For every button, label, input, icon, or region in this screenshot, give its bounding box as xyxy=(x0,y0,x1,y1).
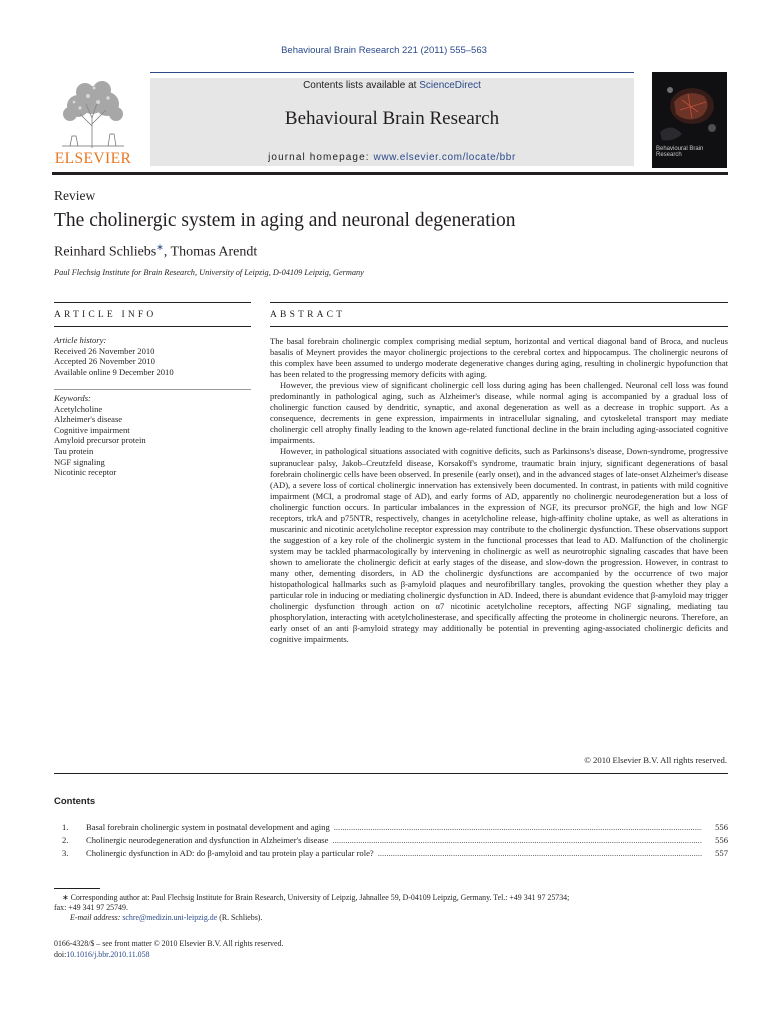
footnote-rule xyxy=(54,888,100,889)
history-accepted: Accepted 26 November 2010 xyxy=(54,356,155,367)
issn-line xyxy=(54,938,283,960)
toc-page[interactable]: 557 xyxy=(715,848,728,858)
email-owner: (R. Schliebs). xyxy=(217,913,263,923)
abstract-heading-rule xyxy=(270,326,728,327)
email-label: E-mail address: xyxy=(70,913,123,923)
toc-leader xyxy=(332,835,702,845)
contents-available-text: Contents lists available at xyxy=(303,80,420,91)
author-affiliation: Paul Flechsig Institute for Brain Research, University of Leipzig, D-04109 Leipzig, Germany xyxy=(54,268,364,277)
abstract-copyright: © 2010 Elsevier B.V. All rights reserved. xyxy=(584,755,727,765)
elsevier-tree-icon xyxy=(52,78,134,150)
keyword-item: Nicotinic receptor xyxy=(54,467,117,478)
journal-name: Behavioural Brain Research xyxy=(284,108,500,129)
toc-entry[interactable] xyxy=(62,822,728,832)
author-arendt[interactable]: , Thomas Arendt xyxy=(163,244,258,260)
article-info-heading: ARTICLE INFO xyxy=(54,310,157,320)
abstract-body xyxy=(270,336,728,645)
keywords-label: Keywords: xyxy=(54,393,91,403)
toc-title[interactable]: Cholinergic dysfunction in AD: do β-amyloid and tau protein play a particular role? xyxy=(86,848,374,858)
article-history xyxy=(54,335,174,377)
corresponding-author-footnote xyxy=(54,893,728,924)
keyword-item: Cognitive impairment xyxy=(54,424,130,435)
doi-label: doi: xyxy=(54,950,67,959)
cover-journal-title: Behavioural Brain Research xyxy=(656,146,704,158)
history-label: Article history: xyxy=(54,335,107,345)
toc-number: 1. xyxy=(62,822,69,832)
abstract-heading: ABSTRACT xyxy=(270,310,346,320)
article-info-heading-rule xyxy=(54,326,251,327)
abstract-top-rule xyxy=(270,302,728,303)
toc-page[interactable]: 556 xyxy=(715,835,728,845)
abstract-paragraph: However, in pathological situations associated with cognitive deficits, such as Parkinsons's disease, Down-syndrome, progressive supranuclear palsy, Jakob–Creutzfeld disease, Korsakoff's syndrome, traumatic brain injury, significant degenerations of basal forebrain cholinergic cells have been observed. In presenile (early onset), and in the advanced stages of late-onset Alzheimer's disease (AD), a severe loss of cortical cholinergic innervation has extensively been documented. In contrast, in patients with mild cognitive impairment (MCI, a prodromal stage of AD), and early forms of AD, apparently no cholinergic neurodegeneration but a loss of cholinergic function occurs. In particular imbalances in the expression of NGF, its precursor proNGF, the high and low NGF receptors, trkA and p75NTR, respectively, changes in acetylcholine release, high-affinity choline uptake, as well as alterations in muscarinic and nicotinic acetylcholine receptor expression may contribute to the cholinergic dysfunction. These observations support the suggestion of a key role of the cholinergic system in the functional processes that lead to AD. Malfunction of the cholinergic system may be tackled pharmacologically by intervening in cholinergic as well as neurotrophic signaling cascades that have been shown to ameliorate the cholinergic deficit at early stages of the disease, and slow-down the progression. However, in contrast to many other, dementing disorders, in AD the cholinergic dysfunctions are accompanied by the occurrence of two major histopathological hallmarks such as β-amyloid plaques and neurofibrillary tangles, provoking the question whether they play a particular role in inducing or mediating cholinergic dysfunction in AD. Indeed, there is abundant evidence that β-amyloid may trigger cholinergic dysfunction through action on α7 nicotinic acetylcholine receptors, affecting NGF signaling, mediating tau phosphorylation, interacting with acetylcholinesterase, and specifically affecting the proteome in cholinergic neurons. Therefore, an early onset of an anti β-amyloid strategy may additionally be potential in preventing aging-associated cholinergic deficits and cognitive impairments. xyxy=(270,446,728,645)
issn-text: 0166-4328/$ – see front matter © 2010 Elsevier B.V. All rights reserved. xyxy=(54,939,284,948)
journal-homepage-line xyxy=(150,152,634,163)
article-info-top-rule xyxy=(54,302,251,303)
contents-heading: Contents xyxy=(54,796,96,807)
keyword-item: Tau protein xyxy=(54,445,94,456)
homepage-label: journal homepage: xyxy=(268,152,374,163)
sciencedirect-link[interactable]: ScienceDirect xyxy=(419,80,481,91)
footnote-address: Corresponding author at: Paul Flechsig Institute for Brain Research, University of Leipzig, Jahnallee 59, D-04109 Leipzig, Germany. Tel.: +49 341 97 25734; xyxy=(68,893,570,902)
elsevier-wordmark[interactable]: ELSEVIER xyxy=(54,150,132,167)
toc-number: 3. xyxy=(62,848,69,858)
author-schliebs[interactable]: Reinhard Schliebs xyxy=(54,244,157,260)
footnote-fax: fax: +49 341 97 25749. xyxy=(54,903,128,913)
toc-title[interactable]: Basal forebrain cholinergic system in postnatal development and aging xyxy=(86,822,330,832)
history-received: Received 26 November 2010 xyxy=(54,345,155,356)
abstract-paragraph: However, the previous view of significant cholinergic cell loss during aging has been challenged. Neuronal cell loss was found predominantly in pathological aging, such as Alzheimer's disease, while normal aging is accompanied by a gradual loss of cholinergic function caused by dendritic, synaptic, and axonal degeneration as well as a decrease in trophic support. As a consequence, decrements in gene expression, impairments in intracellular signaling, and cytoskeletal transport may mediate cholinergic cell atrophy finally leading to the known age-related functional decline in the brain including aging-associated cognitive impairments. xyxy=(270,380,728,446)
toc-page[interactable]: 556 xyxy=(715,822,728,832)
toc-entry[interactable] xyxy=(62,848,728,858)
author-email-link[interactable]: schre@medizin.uni-leipzig.de xyxy=(122,913,218,923)
doi-link[interactable]: 10.1016/j.bbr.2010.11.058 xyxy=(66,950,150,959)
footnote-marker: ∗ xyxy=(62,893,69,902)
keywords-list xyxy=(54,393,146,478)
keyword-item: NGF signaling xyxy=(54,456,105,467)
abstract-bottom-rule xyxy=(54,773,728,774)
history-keywords-divider xyxy=(54,389,251,390)
toc-leader xyxy=(334,822,702,832)
journal-cover-thumbnail[interactable] xyxy=(652,72,727,168)
header-top-rule xyxy=(150,72,634,73)
keyword-item: Alzheimer's disease xyxy=(54,414,123,425)
history-online: Available online 9 December 2010 xyxy=(54,366,174,377)
abstract-paragraph: The basal forebrain cholinergic complex comprising medial septum, horizontal and vertical diagonal band of Broca, and nucleus basalis of Meynert provides the mayor cholinergic projections to the cerebral cortex and hippocampus. The cholinergic neurons of this complex have been assumed to undergo moderate degenerative changes during aging, resulting in cholinergic hypofunction that has been related to the progressing memory deficits with aging. xyxy=(270,336,728,380)
journal-citation[interactable]: Behavioural Brain Research 221 (2011) 555–563 xyxy=(281,45,487,56)
article-type: Review xyxy=(54,188,96,203)
toc-number: 2. xyxy=(62,835,69,845)
keyword-item: Amyloid precursor protein xyxy=(54,435,146,446)
toc-leader xyxy=(378,848,702,858)
toc-entry[interactable] xyxy=(62,835,728,845)
homepage-link[interactable]: www.elsevier.com/locate/bbr xyxy=(373,152,516,163)
article-title: The cholinergic system in aging and neuronal degeneration xyxy=(54,210,516,231)
toc-title[interactable]: Cholinergic neurodegeneration and dysfunction in Alzheimer's disease xyxy=(86,835,329,845)
keyword-item: Acetylcholine xyxy=(54,403,103,414)
header-bottom-rule xyxy=(52,172,728,175)
contents-available-line xyxy=(150,80,634,91)
author-list xyxy=(54,242,257,261)
corresponding-author-marker[interactable]: ∗ xyxy=(156,242,164,252)
